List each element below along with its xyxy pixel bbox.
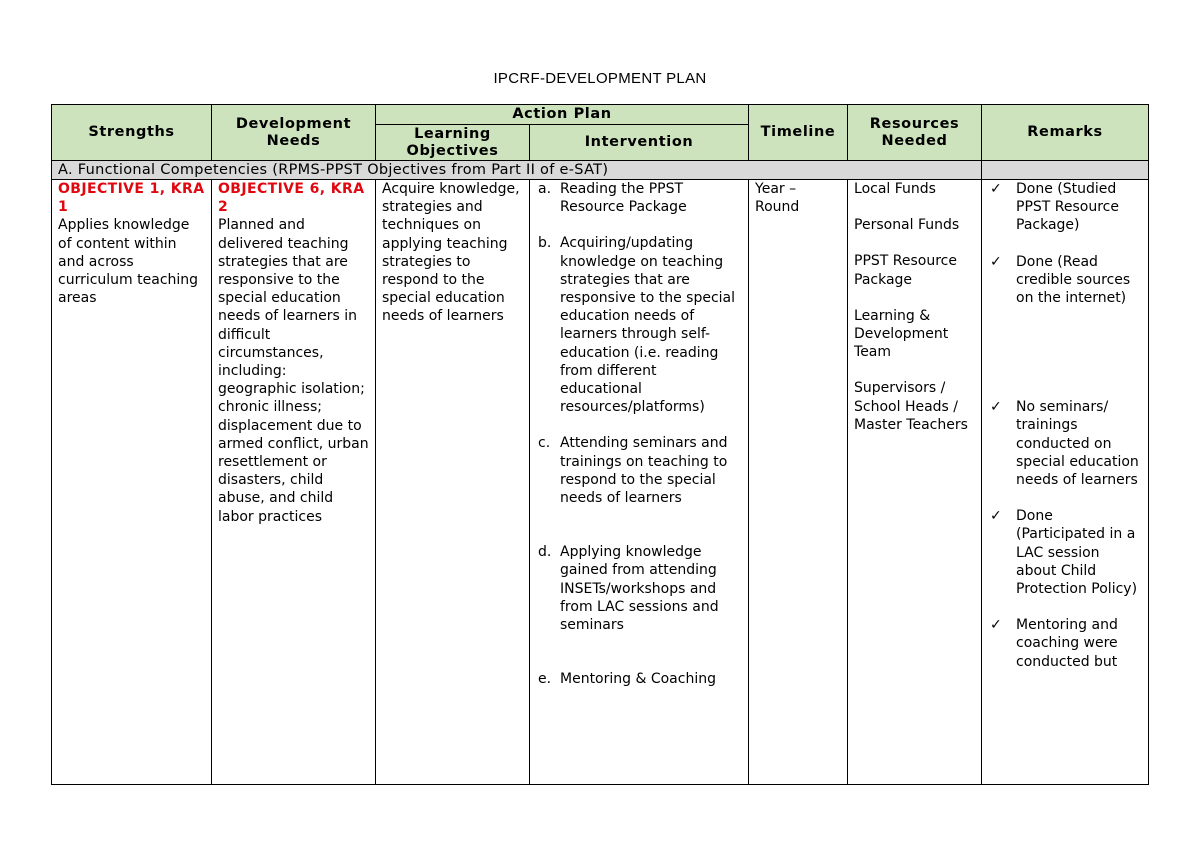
check-icon: ✓ — [990, 617, 1002, 634]
need-objective: OBJECTIVE 6, KRA 2 — [218, 181, 365, 216]
intervention-text: Mentoring & Coaching — [560, 671, 716, 688]
learning-objectives-cell — [376, 180, 530, 785]
section-functional-competencies: A. Functional Competencies (RPMS-PPST Objectives from Part II of e-SAT) — [52, 161, 982, 180]
timeline-text: Year – Round — [755, 181, 800, 216]
resource-item: PPST Resource Package — [854, 253, 957, 288]
remark-text: Done (Read credible sources on the internet) — [1016, 253, 1131, 307]
remark-item — [988, 507, 1142, 598]
remark-text: No seminars/ trainings conducted on special education needs of learners — [1016, 399, 1139, 489]
development-plan-table — [51, 104, 1149, 785]
intervention-letter: d. — [538, 544, 552, 561]
document-title: IPCRF-DEVELOPMENT PLAN — [493, 70, 707, 87]
intervention-cell — [530, 180, 749, 785]
section-remarks-cell — [982, 161, 1149, 180]
timeline-cell — [749, 180, 848, 785]
need-text: Planned and delivered teaching strategies that are responsive to the special education needs of learners in difficult circumstances, including: geographic isolation; chronic illness; displacement due to armed conflict, urban resettlement or disasters, child abuse, and child labor practices — [218, 217, 369, 525]
intervention-item — [536, 180, 742, 216]
resource-item: Local Funds — [854, 181, 936, 197]
intervention-item — [536, 234, 742, 416]
intervention-item — [536, 434, 742, 507]
header-strengths: Strengths — [52, 105, 212, 161]
remarks-cell — [982, 180, 1149, 785]
header-timeline: Timeline — [749, 105, 848, 161]
remark-text: Done (Studied PPST Resource Package) — [1016, 181, 1119, 234]
remark-item — [988, 616, 1142, 671]
header-learning-objectives: Learning Objectives — [376, 125, 530, 161]
header-remarks: Remarks — [982, 105, 1149, 161]
resources-cell — [848, 180, 982, 785]
intervention-letter: c. — [538, 435, 551, 452]
intervention-letter: b. — [538, 235, 552, 252]
development-needs-cell — [212, 180, 376, 785]
intervention-letter: e. — [538, 671, 552, 688]
intervention-item — [536, 543, 742, 634]
remark-text: Mentoring and coaching were conducted but — [1016, 617, 1118, 670]
resource-item: Learning & Development Team — [854, 307, 949, 361]
header-action-plan: Action Plan — [376, 105, 749, 125]
check-icon: ✓ — [990, 181, 1002, 197]
learning-objective-text: Acquire knowledge, strategies and techniques on applying teaching strategies to respond to the special education needs of learners — [382, 181, 520, 325]
strengths-cell — [52, 180, 212, 785]
intervention-text: Attending seminars and trainings on teaching to respond to the special needs of learners — [560, 435, 728, 507]
header-development-needs: Development Needs — [212, 105, 376, 161]
remark-item — [988, 398, 1142, 489]
strength-objective: OBJECTIVE 1, KRA 1 — [58, 181, 205, 216]
header-intervention: Intervention — [530, 125, 749, 161]
intervention-text: Applying knowledge gained from attending INSETs/workshops and from LAC sessions and seminars — [560, 544, 719, 634]
intervention-letter: a. — [538, 181, 552, 197]
remark-item — [988, 180, 1142, 235]
check-icon: ✓ — [990, 253, 1002, 270]
check-icon: ✓ — [990, 508, 1002, 525]
resource-item: Personal Funds — [854, 217, 960, 234]
intervention-item — [536, 670, 742, 688]
header-resources-needed: Resources Needed — [848, 105, 982, 161]
intervention-text: Reading the PPST Resource Package — [560, 181, 687, 216]
intervention-text: Acquiring/updating knowledge on teaching strategies that are responsive to the special education needs of learners through self-education (i.e. reading from different educational resources/platforms) — [560, 235, 735, 416]
remark-text: Done (Participated in a LAC session about Child Protection Policy) — [1016, 508, 1138, 598]
strength-text: Applies knowledge of content within and across curriculum teaching areas — [58, 217, 199, 307]
check-icon: ✓ — [990, 399, 1002, 416]
remark-item — [988, 253, 1142, 308]
resource-item: Supervisors / School Heads / Master Teachers — [854, 380, 968, 433]
